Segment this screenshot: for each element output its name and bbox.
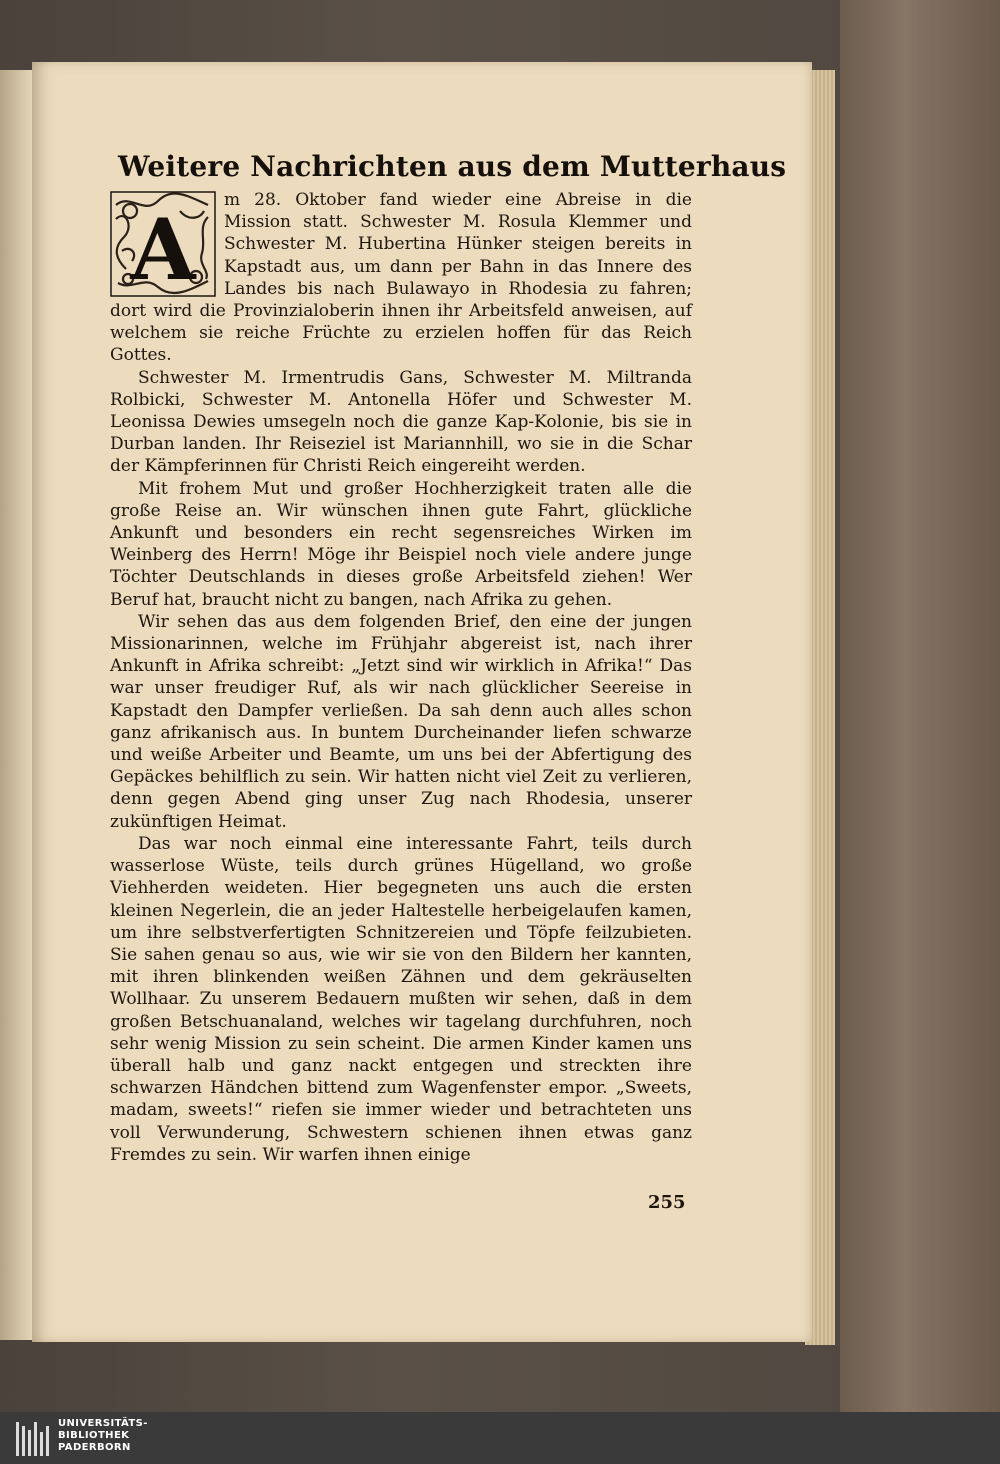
paragraph-5: Das war noch einmal eine interessante Fahrt, teils durch wasserlose Wüste, teils durch grünes Hügelland, wo große Viehherden weideten. Hier begegneten uns auch die ersten kleinen Negerlein, die an jeder Haltestelle herbeigelaufen kamen, um ihre selbstverfertigten Schnitzereien und Töpfe feilzubieten. Sie sahen genau so aus, wie wir sie von den Bildern her kannten, mit ihren blinkenden weißen Zähnen und dem gekräuselten Wollhaar. Zu unserem Bedauern mußten wir sehen, daß in dem großen Betschuanaland, welches wir tagelang durchfuhren, noch sehr wenig Mission zu sein scheint. Die armen Kinder kamen uns überall halb und ganz nackt entgegen und streckten ihre schwarzen Händchen bittend zum Wagenfenster empor. „Sweets, madam, sweets!“ riefen sie immer wieder und betrachteten uns voll Verwunderung, Schwestern schienen ihnen etwas ganz Fremdes zu sein. Wir warfen ihnen einige: [110, 833, 692, 1165]
book-cover-edge: [840, 0, 1000, 1412]
library-name-line-1: UNIVERSITÄTS-: [58, 1418, 148, 1429]
paragraph-1: [110, 189, 692, 367]
library-footer: [0, 1412, 1000, 1464]
book-page: [32, 62, 812, 1342]
paragraph-4: Wir sehen das aus dem folgenden Brief, den eine der jungen Missionarinnen, welche im Frühjahr abgereist ist, nach ihrer Ankunft in Afrika schreibt: „Jetzt sind wir wirklich in Afrika!“ Das war unser freudiger Ruf, als wir nach glücklicher Seereise in Kapstadt den Dampfer verließen. Da sah denn auch alles schon ganz afrikanisch aus. In buntem Durcheinander liefen schwarze und weiße Arbeiter und Beamte, um uns bei der Abfertigung des Gepäckes behilflich zu sein. Wir hatten nicht viel Zeit zu verlieren, denn gegen Abend ging unser Zug nach Rhodesia, unserer zukünftigen Heimat.: [110, 611, 692, 832]
paragraph-1-text: m 28. Oktober fand wieder eine Abreise in die Mission statt. Schwester M. Rosula Klemmer und Schwester M. Hubertina Hünker steigen bereits in Kapstadt aus, um dann per Bahn in das Innere des Landes bis nach Bulawayo in Rhodesia zu fahren; dort wird die Provinzialoberin ihnen ihr Arbeitsfeld anweisen, auf welchem sie reiche Früchte zu erzielen hoffen für das Reich Gottes.: [110, 190, 692, 366]
library-name-line-3: PADERBORN: [58, 1442, 131, 1453]
article: [110, 150, 787, 1166]
facing-page-edge: [0, 70, 34, 1340]
library-name-line-2: BIBLIOTHEK: [58, 1430, 130, 1441]
library-logo-icon: [14, 1418, 54, 1458]
drop-cap-letter: A: [130, 200, 196, 297]
page-number: 255: [648, 1192, 686, 1213]
article-title: Weitere Nachrichten aus dem Mutterhaus: [118, 150, 787, 183]
paragraph-3: Mit frohem Mut und großer Hochherzigkeit traten alle die große Reise an. Wir wünschen ihnen gute Fahrt, glückliche Ankunft und besonders ein recht segensreiches Wirken im Weinberg des Herrn! Möge ihr Beispiel noch viele andere junge Töchter Deutschlands in dieses große Arbeitsfeld ziehen! Wer Beruf hat, braucht nicht zu bangen, nach Afrika zu gehen.: [110, 478, 692, 610]
paragraph-2: Schwester M. Irmentrudis Gans, Schwester M. Miltranda Rolbicki, Schwester M. Antonella Höfer und Schwester M. Leonissa Dewies umsegeln noch die ganze Kap-Kolonie, bis sie in Durban landen. Ihr Reiseziel ist Mariannhill, wo sie in die Schar der Kämpferinnen für Christi Reich eingereiht werden.: [110, 367, 692, 477]
library-name: [58, 1418, 148, 1454]
ornamental-drop-cap-A: [110, 191, 216, 297]
